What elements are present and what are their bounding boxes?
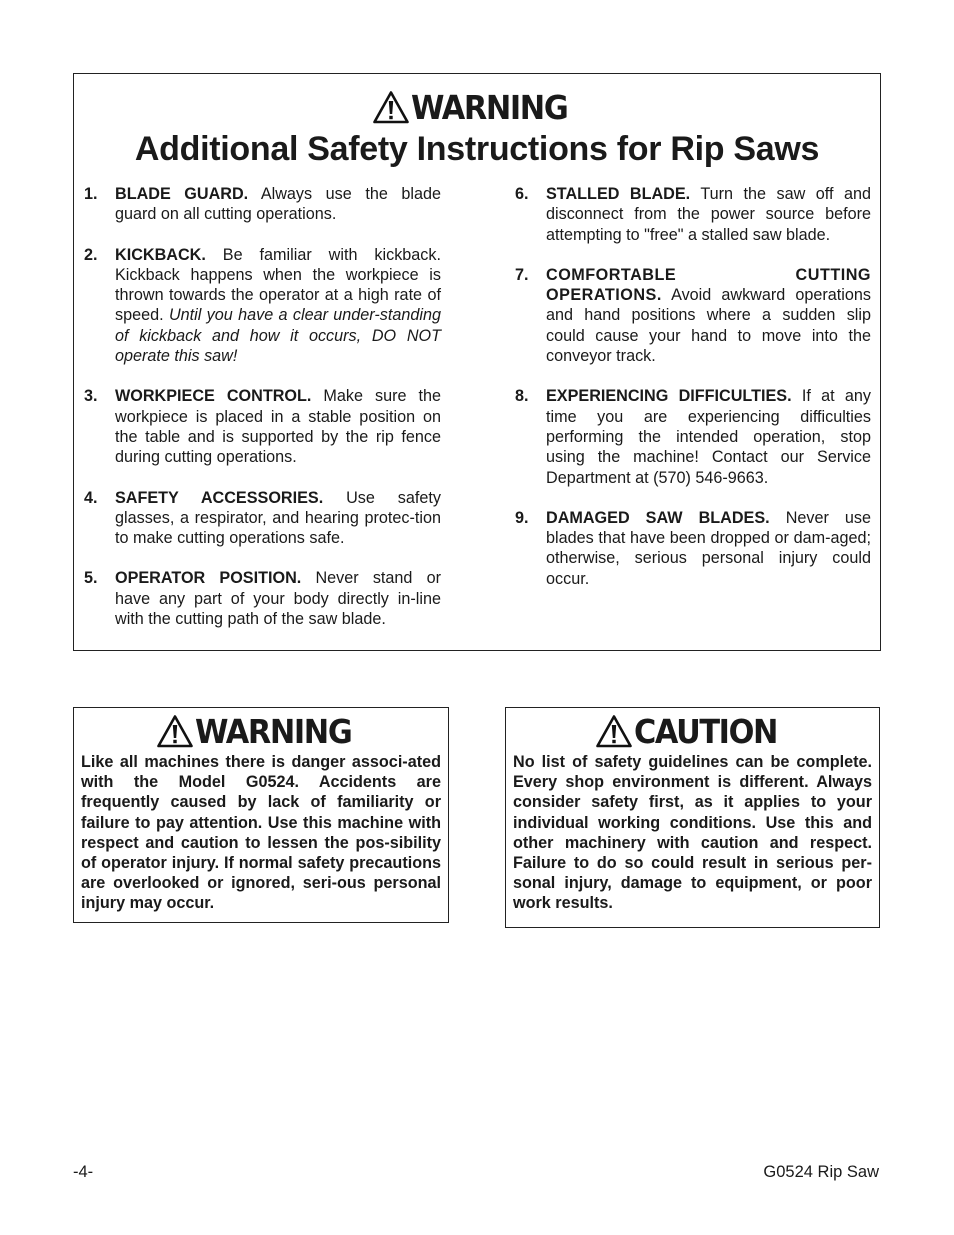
instruction-heading: OPERATOR POSITION. [115,569,302,588]
instruction-body: Always use the blade guard on all cutting operations. [115,185,441,224]
instruction-heading: COMFORTABLE CUTTING OPERATIONS. [546,265,871,305]
instruction-text [546,265,871,366]
warning-label: WARNING [195,712,352,751]
instruction-item [515,386,871,487]
instruction-text [115,386,441,467]
instruction-text [546,184,871,245]
instruction-body: Be familiar with kickback. Kickback happens when the workpiece is thrown towards the operator at a high rate of speed. [115,245,441,325]
warning-triangle-icon [373,91,409,124]
instruction-number: 5. [84,569,98,588]
caution-notice-text: No list of safety guidelines can be complete. Every shop environment is different. Always consider safety first, as it applies to your individual working conditions. Use this and other machinery with caution and respect. Failure to do so could result in serious per-sonal injury, damage to equipment, or poor work results. [513,753,872,913]
instruction-text [115,488,441,549]
instruction-item [84,245,441,367]
page-title: Additional Safety Instructions for Rip Saws [134,130,820,168]
instruction-item [84,184,441,225]
instruction-body: Make sure the workpiece is placed in a stable position on the table and is supported by the rip fence during cutting operations. [115,387,441,467]
warning-notice-text: Like all machines there is danger associ-ated with the Model G0524. Accidents are frequently caused by lack of familiarity or failure to pay attention. Use this machine with respect and caution to lessen the pos-sibility of operator injury. If normal safety precautions are overlooked or ignored, seri-ous personal injury may occur. [81,753,441,913]
instruction-heading: DAMAGED SAW BLADES. [546,508,770,527]
instruction-item [84,386,441,467]
instruction-number: 7. [515,265,529,284]
instruction-body: Use safety glasses, a respirator, and hearing protec-tion to make cutting operations safe. [115,488,441,548]
warning-notice-box [73,707,449,923]
document-name: G0524 Rip Saw [763,1163,879,1181]
instruction-body: Never stand or have any part of your body directly in-line with the cutting path of the saw blade. [115,569,442,629]
instruction-number: 6. [515,185,529,203]
instructions-left-column [84,184,441,629]
caution-label: CAUTION [633,712,777,751]
warning-triangle-icon [157,715,193,748]
warning-label: WARNING [411,88,568,127]
instruction-item [515,184,871,245]
instruction-item [84,568,441,629]
instruction-item [515,508,871,589]
instruction-heading: SAFETY ACCESSORIES. [115,488,324,507]
instruction-number: 9. [515,508,529,527]
instruction-body: If at any time you are experiencing difficulties performing the intended operation, stop using the machine! Contact our Service Department at (570) 546-9663. [546,387,871,487]
instruction-number: 1. [84,185,98,203]
instruction-number: 4. [84,488,98,507]
warning-banner [74,88,880,127]
safety-instructions-box [73,73,881,651]
instruction-text [115,184,441,225]
instruction-body: Avoid awkward operations and hand positions where a sudden slip could cause your hand to move into the conveyor track. [546,286,871,366]
instructions-right-column [515,184,871,589]
instruction-body: Never use blades that have been dropped or dam-aged; otherwise, serious personal injury could occur. [546,508,872,588]
instruction-heading: EXPERIENCING DIFFICULTIES. [546,387,792,406]
instruction-emphasis: Until you have a clear under-standing of kickback and how it occurs, DO NOT operate this saw! [115,306,441,366]
warning-banner [74,712,448,751]
page-number: -4- [73,1163,94,1181]
instruction-body: Turn the saw off and disconnect from the power source before attempting to "free" a stalled saw blade. [546,185,871,244]
instruction-text [115,245,441,367]
instruction-heading: WORKPIECE CONTROL. [115,387,312,406]
instruction-number: 8. [515,387,529,406]
instruction-heading: KICKBACK. [115,245,206,264]
caution-triangle-icon [596,715,632,748]
instruction-text [115,568,441,629]
instruction-number: 3. [84,387,98,406]
instruction-text [546,386,871,487]
instruction-number: 2. [84,245,98,264]
instruction-heading: BLADE GUARD. [115,185,249,203]
instruction-text [546,508,871,589]
caution-notice-box [505,707,880,928]
instruction-item [84,488,441,549]
instruction-heading: STALLED BLADE. [546,185,691,203]
caution-banner [506,712,879,751]
instruction-item [515,265,871,366]
